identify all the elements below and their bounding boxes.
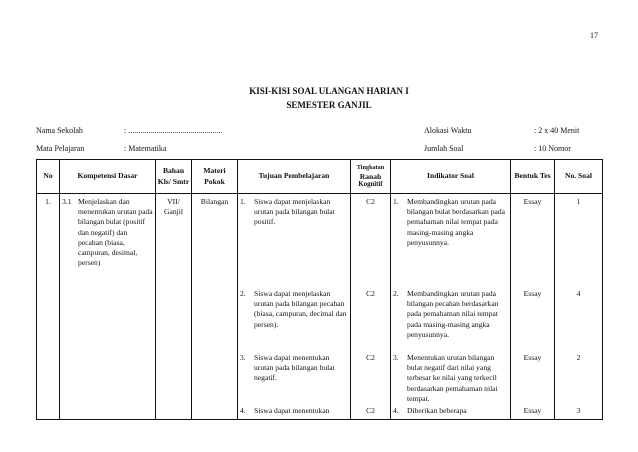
bentuk-value: Essay <box>523 353 542 362</box>
header-kognitif: Kognitif <box>358 181 383 188</box>
header-kompetensi-dasar: Kompetensi Dasar <box>60 160 156 194</box>
item-number: 4. <box>240 406 246 415</box>
header-no: No <box>37 160 60 194</box>
list-item <box>393 406 508 416</box>
document-title: KISI-KISI SOAL ULANGAN HARIAN I <box>249 86 409 96</box>
indikator-text: Diberikan beberapa <box>407 406 467 415</box>
row-ranah <box>351 194 391 420</box>
ranah-value: C2 <box>366 197 375 206</box>
tujuan-text: Siswa dapat menentukan <box>254 406 330 415</box>
bentuk-value: Essay <box>523 197 542 206</box>
list-item <box>240 406 348 416</box>
nosoal-value: 3 <box>576 406 581 415</box>
indikator-text: Menentukan urutan bilangan bulat negatif dari nilai yang terbesar ke nilai yang terkecil berdasarkan pemahaman nilai tempat. <box>407 353 498 403</box>
list-item <box>393 353 508 404</box>
list-item <box>393 289 508 340</box>
item-number: 3. <box>393 353 399 362</box>
header-tingkatan-ranah-kognitif <box>351 160 391 194</box>
row-tujuan <box>238 194 351 420</box>
item-number: 1. <box>393 197 399 206</box>
indikator-text: Membandingkan urutan pada bilangan bulat berdasarkan pada pemahaman nilai tempat pada masing-masing angka penyusunnya. <box>407 197 506 247</box>
list-item <box>240 289 348 330</box>
header-no-soal: No. Soal <box>555 160 603 194</box>
header-materi-pokok: Materi Pokok <box>192 160 238 194</box>
nama-sekolah-value: : ............................................... <box>124 126 223 135</box>
list-item <box>240 353 348 384</box>
page-number: 17 <box>590 31 598 40</box>
mata-pelajaran-value: : Matematika <box>124 144 167 153</box>
ranah-value: C2 <box>366 289 375 298</box>
list-item <box>240 197 348 228</box>
nosoal-value: 4 <box>576 289 581 298</box>
tujuan-text: Siswa dapat menjelaskan urutan pada bilangan bulat positif. <box>254 197 335 227</box>
document-subtitle: SEMESTER GANJIL <box>286 100 372 110</box>
header-ranah: Ranah <box>359 172 382 181</box>
header-bentuk-tes: Bentuk Tes <box>511 160 555 194</box>
bentuk-value: Essay <box>523 406 542 415</box>
row-bahan: VII/ Ganjil <box>156 194 192 420</box>
item-number: 4. <box>393 406 399 415</box>
row-no-soal <box>555 194 603 420</box>
row-materi: Bilangan <box>192 194 238 420</box>
alokasi-waktu-label: Alokasi Waktu <box>424 126 472 135</box>
item-number: 1. <box>240 197 246 206</box>
nosoal-value: 2 <box>576 353 581 362</box>
row-no: 1. <box>37 194 60 420</box>
nama-sekolah-label: Nama Sekolah <box>36 126 83 135</box>
row-bentuk-tes <box>511 194 555 420</box>
header-tingkatan: Tingkatan <box>356 164 385 171</box>
header-indikator-soal: Indikator Soal <box>391 160 511 194</box>
tujuan-text: Siswa dapat menentukan urutan pada bilangan bulat negatif. <box>254 353 335 383</box>
header-bahan: Bahan Kls/ Smtr <box>156 160 192 194</box>
item-number: 3. <box>240 353 246 362</box>
row-kompetensi-dasar <box>60 194 156 420</box>
jumlah-soal-label: Jumlah Soal <box>424 144 464 153</box>
header-tujuan-pembelajaran: Tujuan Pembelajaran <box>238 160 351 194</box>
kd-text: Menjelaskan dan menentukan urutan pada bilangan bulat (positif dan negatif) dan pecahan (biasa, campuran, desimal, persen) <box>78 197 153 268</box>
table-row <box>37 194 603 420</box>
alokasi-waktu-value: : 2 x 40 Menit <box>534 126 580 135</box>
mata-pelajaran-label: Mata Pelajaran <box>36 144 85 153</box>
row-indikator <box>391 194 511 420</box>
bentuk-value: Essay <box>523 289 542 298</box>
kd-number: 3.1 <box>62 197 72 206</box>
item-number: 2. <box>240 289 246 298</box>
ranah-value: C2 <box>366 406 375 415</box>
kisi-kisi-table <box>36 159 603 420</box>
tujuan-text: Siswa dapat menjelaskan urutan pada bilangan pecahan (biasa, campuran, decimal dan persen). <box>254 289 347 329</box>
list-item <box>393 197 508 248</box>
indikator-text: Membandingkan urutan pada bilangan pecahan berdasarkan pada pemahaman nilai tempat pada masing-masing angka penyusunnya. <box>407 289 499 339</box>
jumlah-soal-value: : 10 Nomor <box>534 144 571 153</box>
nosoal-value: 1 <box>576 197 581 206</box>
ranah-value: C2 <box>366 353 375 362</box>
item-number: 2. <box>393 289 399 298</box>
